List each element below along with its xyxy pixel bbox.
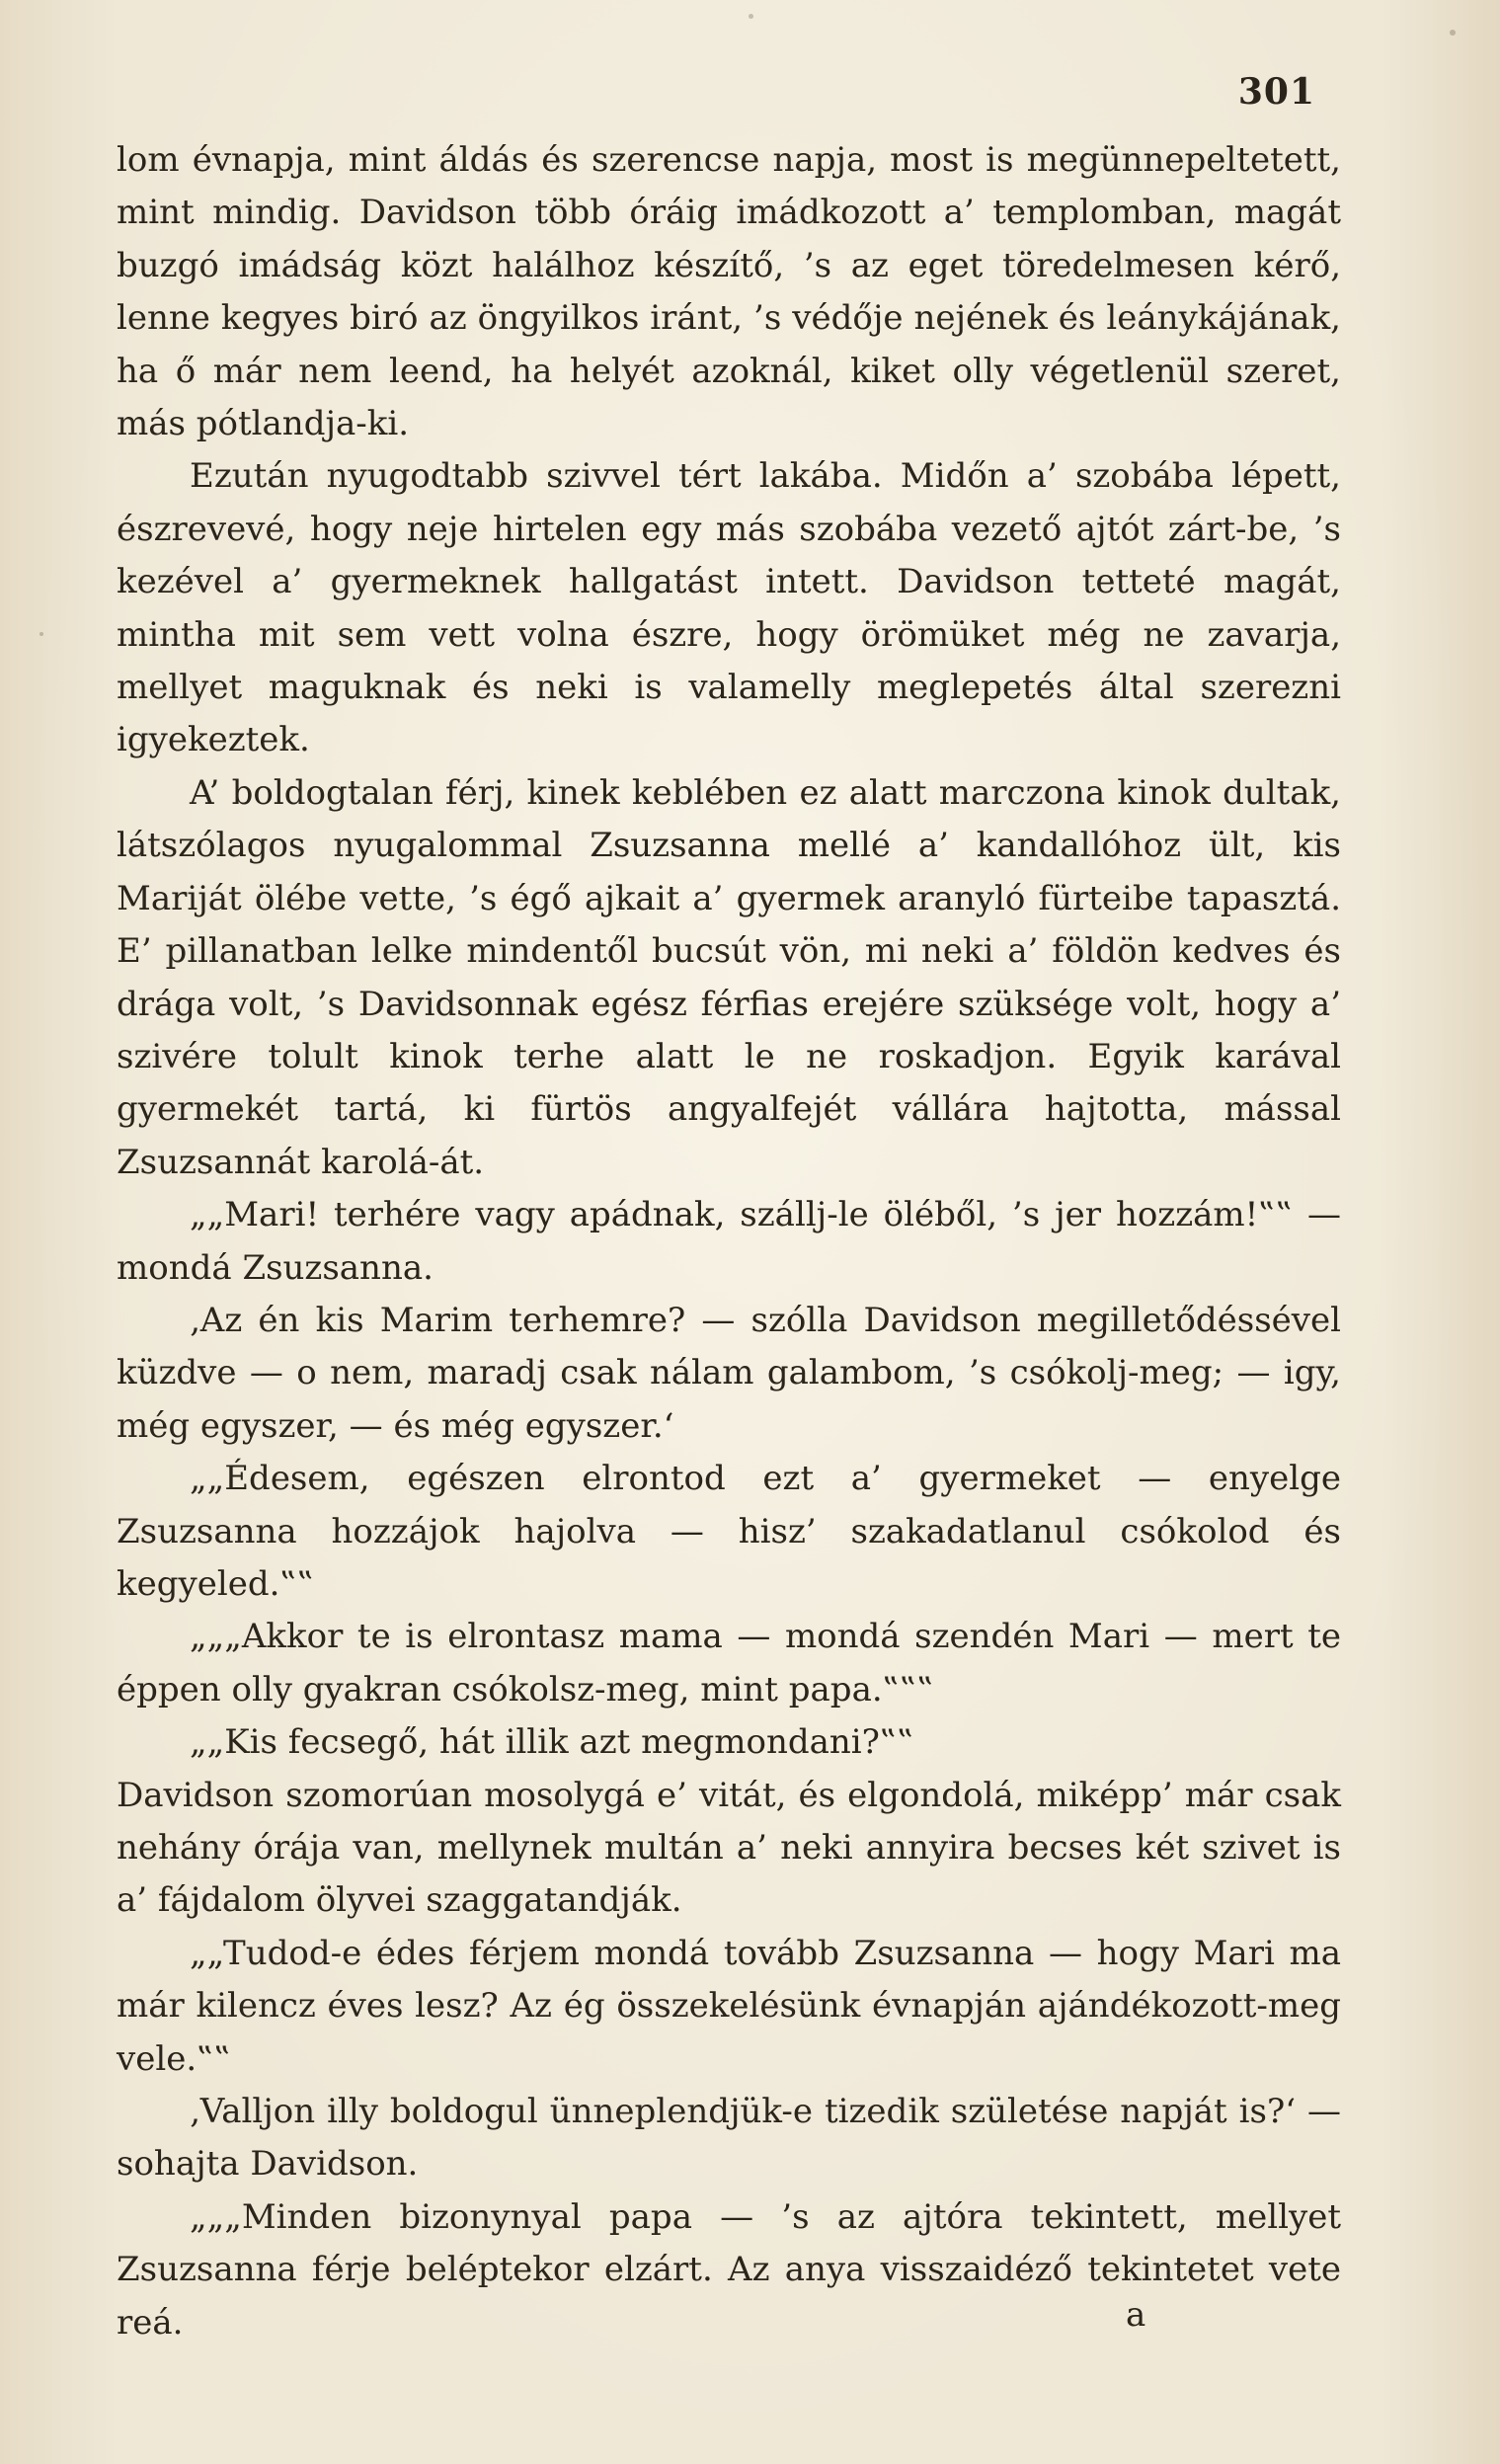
paragraph: ‚Az én kis Marim terhemre? — szólla Davidson megilletődéssével küzdve — o nem, maradj csak nálam galambom, ’s csókolj-meg; — igy, még egyszer, — és még egyszer.‘: [117, 1300, 1341, 1446]
paragraph: „„Édesem, egészen elrontod ezt a’ gyermeket — enyelge Zsuzsanna hozzájok hajolva — hisz’ szakadatlanul csókolod és kegyeled.‟‟: [117, 1459, 1341, 1604]
paragraph: Davidson szomorúan mosolygá e’ vitát, és elgondolá, miképp’ már csak nehány órája van, mellynek multán a’ neki annyira becses két szivet is a’ fájdalom ölyvei szaggatandják.: [117, 1775, 1341, 1921]
dust-speck: [1450, 30, 1456, 36]
paragraph: „„Kis fecsegő, hát illik azt megmondani?‟‟: [190, 1722, 914, 1763]
paragraph: Ezután nyugodtabb szivvel tért lakába. Midőn a’ szobába lépett, észrevevé, hogy neje hirtelen egy más szobába vezető ajtót zárt-be, ’s kezével a’ gyermeknek hallgatást intett. Davidson tetteté magát, mintha mit sem vett volna észre, hogy örömüket még ne zavarja, mellyet maguknak és neki is valamelly meglepetés által szerezni igyekeztek.: [117, 456, 1341, 760]
dust-speck: [39, 632, 43, 636]
dust-speck: [749, 14, 753, 19]
paragraph: „„Tudod-e édes férjem mondá tovább Zsuzsanna — hogy Mari ma már kilencz éves lesz? Az ég összekelésünk évnapján ajándékozott-meg vele.‟‟: [117, 1933, 1341, 2079]
catchword: a: [1126, 2295, 1146, 2335]
page-number: 301: [1237, 71, 1315, 113]
paragraph: ‚Valljon illy boldogul ünneplendjük-e tizedik születése napját is?‘ — sohajta Davidson.: [117, 2092, 1341, 2185]
paragraph: „„„Akkor te is elrontasz mama — mondá szendén Mari — mert te éppen olly gyakran csókolsz-meg, mint papa.‟‟‟: [117, 1617, 1341, 1709]
paragraph: A’ boldogtalan férj, kinek keblében ez alatt marczona kinok dultak, látszólagos nyugalommal Zsuzsanna mellé a’ kandallóhoz ült, kis Mariját ölébe vette, ’s égő ajkait a’ gyermek aranyló fürteibe tapasztá. E’ pillanatban lelke mindentől bucsút vön, mi neki a’ földön kedves és drága volt, ’s Davidsonnak egész férfias erejére szüksége volt, hogy a’ szivére tolult kinok terhe alatt le ne roskadjon. Egyik karával gyermekét tartá, ki fürtös angyalfejét vállára hajtotta, mással Zsuzsannát karolá-át.: [117, 772, 1341, 1182]
body-text: [117, 134, 1341, 2349]
paragraph: „„„Minden bizonynyal papa — ’s az ajtóra tekintett, mellyet Zsuzsanna férje beléptekor elzárt. Az anya visszaidéző tekintetet vete reá.: [117, 2196, 1341, 2343]
paragraph: lom évnapja, mint áldás és szerencse napja, most is megünnepeltetett, mint mindig. Davidson több óráig imádkozott a’ templomban, magát buzgó imádság közt halálhoz készítő, ’s az eget töredelmesen kérő, lenne kegyes biró az öngyilkos iránt, ’s védője nejének és leánykájának, ha ő már nem leend, ha helyét azoknál, kiket olly végetlenül szeret, más pótlandja-ki.: [117, 140, 1341, 444]
paragraph: „„Mari! terhére vagy apádnak, szállj-le öléből, ’s jer hozzám!‟‟ — mondá Zsuzsanna.: [117, 1195, 1341, 1288]
